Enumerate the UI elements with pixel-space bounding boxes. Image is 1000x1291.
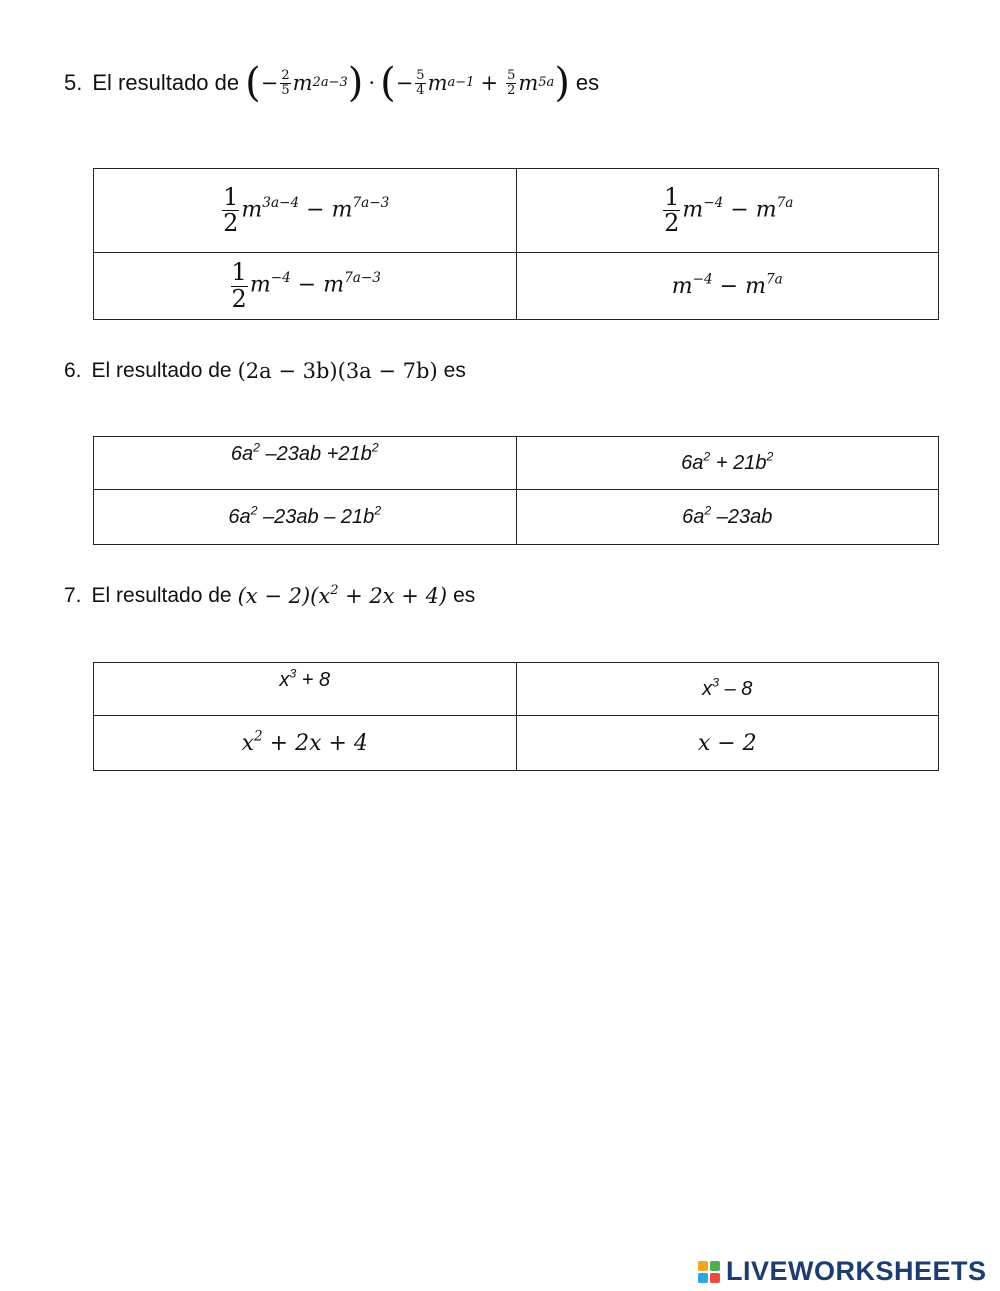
question-expression: (2a − 3b)(3a − 7b) (237, 359, 438, 383)
question-expression: $(x - 2)(x^2 + 2x + 4)$ (237, 582, 448, 608)
answer-option[interactable]: $6a^2 + 21b^2$ (516, 437, 939, 490)
answer-option[interactable]: $x^2 + 2x + 4$ (94, 716, 517, 771)
liveworksheets-logo (698, 1256, 987, 1287)
answer-option[interactable]: $x^3 - 8$ (516, 663, 939, 716)
question-7 (64, 581, 475, 611)
question-number: 5. (64, 70, 83, 95)
question-5 (64, 60, 600, 106)
logo-square (698, 1261, 708, 1271)
answer-table-7 (93, 662, 939, 771)
answer-option[interactable]: $\frac{1}{2}$ $m^{3a-4} - m^{7a-3}$ (94, 169, 517, 253)
logo-square (698, 1273, 708, 1283)
answer-option[interactable]: $x^3 + 8$ (94, 663, 517, 716)
question-suffix: es (443, 359, 466, 382)
answer-option[interactable]: $\frac{1}{2}$ $m^{-4} - m^{7a}$ (516, 169, 939, 253)
answer-table-6 (93, 436, 939, 545)
answer-option[interactable]: $\frac{1}{2}$ $m^{-4} - m^{7a-3}$ (94, 253, 517, 320)
question-6 (64, 356, 466, 386)
question-number: 7. (64, 584, 82, 607)
answer-option[interactable]: $6a^2$ $-23ab - 21b^2$ (94, 490, 517, 545)
answer-option[interactable]: $6a^2$ $-23ab +21b^2$ (94, 437, 517, 490)
answer-table-5 (93, 168, 939, 320)
logo-square (710, 1273, 720, 1283)
logo-square (710, 1261, 720, 1271)
answer-option[interactable]: x − 2 (516, 716, 939, 771)
question-suffix: es (575, 70, 600, 95)
answer-option[interactable]: $m^{-4} - m^{7a}$ (516, 253, 939, 320)
question-number: 6. (64, 359, 82, 382)
question-expression: ( − $\frac{2}{5}$ m 2a−3 ) · ( − $\frac{5}{4}$ m a−1 + $\frac{5}{2}$ m 5a ) (245, 60, 570, 106)
question-suffix: es (453, 584, 476, 607)
question-prefix: El resultado de (91, 584, 232, 607)
question-prefix: El resultado de (91, 359, 232, 382)
question-prefix: El resultado de (92, 70, 240, 95)
brand-name: LIVEWORKSHEETS (726, 1256, 987, 1286)
logo-mark-icon (698, 1261, 720, 1283)
answer-option[interactable]: $6a^2$ –23ab (516, 490, 939, 545)
